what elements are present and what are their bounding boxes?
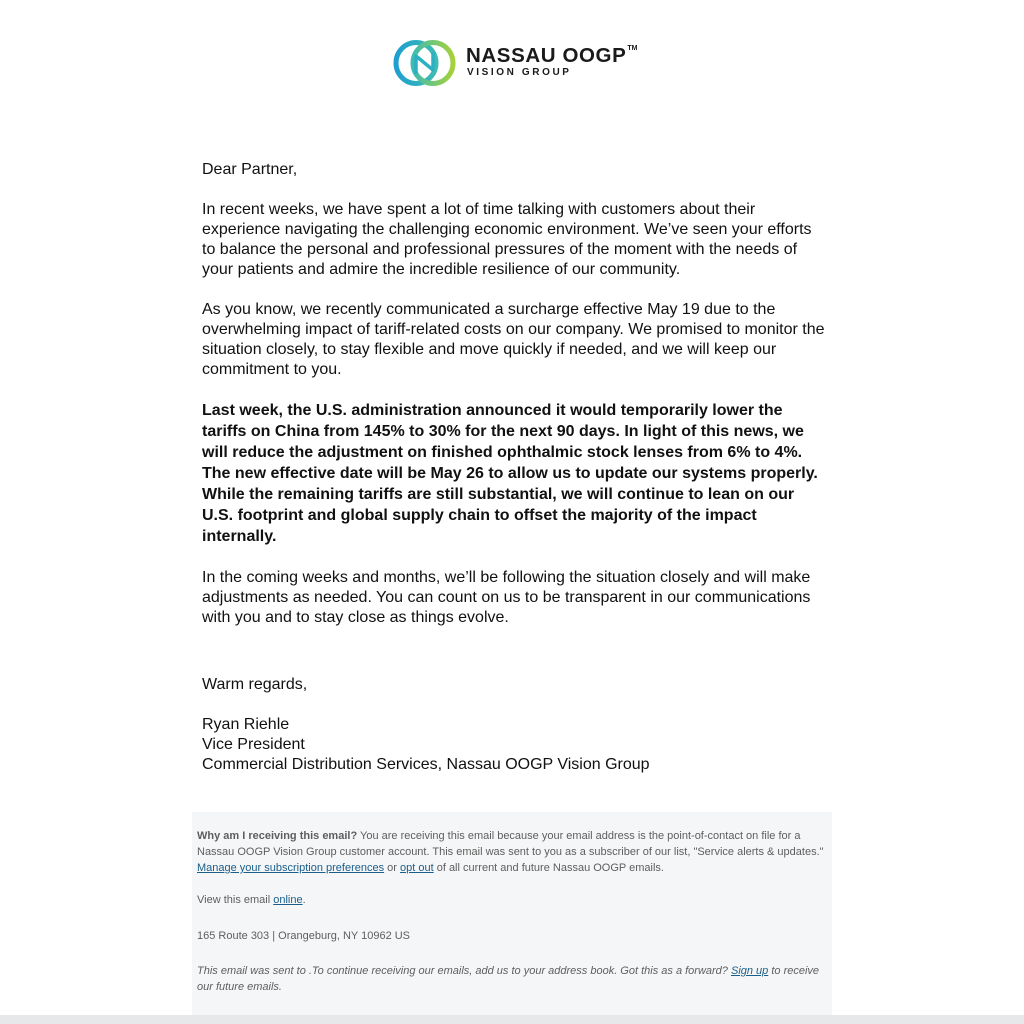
spacer — [202, 648, 826, 675]
letter-signature — [202, 715, 826, 775]
footer-why-text: You are receiving this email because your email address is the point-of-contact on file for a Nassau OOGP Vision Group customer account. This email was sent to you as a subscriber of our list, "Service alerts & updates." — [197, 830, 824, 858]
signature-title: Vice President — [202, 736, 305, 753]
signature-department: Commercial Distribution Services, Nassau OOGP Vision Group — [202, 756, 650, 773]
sign-up-link[interactable]: Sign up — [730, 965, 769, 977]
letter-greeting: Dear Partner, — [202, 161, 298, 178]
letter-closing: Warm regards, — [202, 676, 308, 693]
letter-paragraph-2: As you know, we recently communicated a surcharge effective May 19 due to the overwhelming impact of tariff-related costs on our company. We promised to monitor the situation closely, to stay flexible and move quickly if needed, and we will keep our commitment to you. — [202, 301, 825, 378]
manage-subscription-link[interactable]: Manage your subscription preferences — [197, 862, 385, 874]
opt-out-link[interactable]: opt out — [400, 862, 434, 874]
brand-logo — [392, 38, 638, 88]
footer-address: 165 Route 303 | Orangeburg, NY 10962 US — [197, 930, 411, 942]
footer-why-label: Why am I receiving this email? — [197, 830, 358, 842]
brand-name: NASSAU OOGP™ — [466, 44, 638, 67]
brand-subtitle: VISION GROUP — [467, 67, 572, 78]
view-suffix: . — [302, 894, 306, 906]
signature-name: Ryan Riehle — [202, 716, 290, 733]
bottom-scroll-bar — [0, 1015, 1024, 1024]
footer-or-text: or — [384, 862, 401, 874]
brand-rings-icon — [392, 38, 458, 88]
letter-paragraph-1: In recent weeks, we have spent a lot of time talking with customers about their experience navigating the challenging economic environment. We’ve seen your efforts to balance the personal and professional pressures of the moment with the needs of your patients and admire the incredible resilience of our community. — [202, 201, 812, 278]
email-footer — [192, 812, 832, 1015]
view-prefix: View this email — [197, 894, 274, 906]
sent-to-text: This email was sent to .To continue receiving our emails, add us to your address book. Got this as a forward? — [197, 965, 731, 977]
sent-to-suffix: to receive our future emails. — [197, 965, 820, 993]
footer-after-opt-out: of all current and future Nassau OOGP emails. — [433, 862, 664, 874]
letter-body — [202, 160, 826, 795]
letter-paragraph-4: In the coming weeks and months, we’ll be following the situation closely and will make adjustments as needed. You can count on us to be transparent in our communications with you and to stay close as things evolve. — [202, 569, 811, 626]
view-online-link[interactable]: online — [273, 894, 303, 906]
footer-sent-to — [197, 963, 827, 995]
footer-view-online — [197, 892, 827, 908]
letter-paragraph-3: Last week, the U.S. administration announced it would temporarily lower the tariffs on China from 145% to 30% for the next 90 days. In light of this news, we will reduce the adjustment on finished ophthalmic stock lenses from 6% to 4%. The new effective date will be May 26 to allow us to update our systems properly. While the remaining tariffs are still substantial, we will continue to lean on our U.S. footprint and global supply chain to offset the majority of the impact internally. — [202, 402, 818, 545]
footer-why-section — [197, 828, 827, 876]
